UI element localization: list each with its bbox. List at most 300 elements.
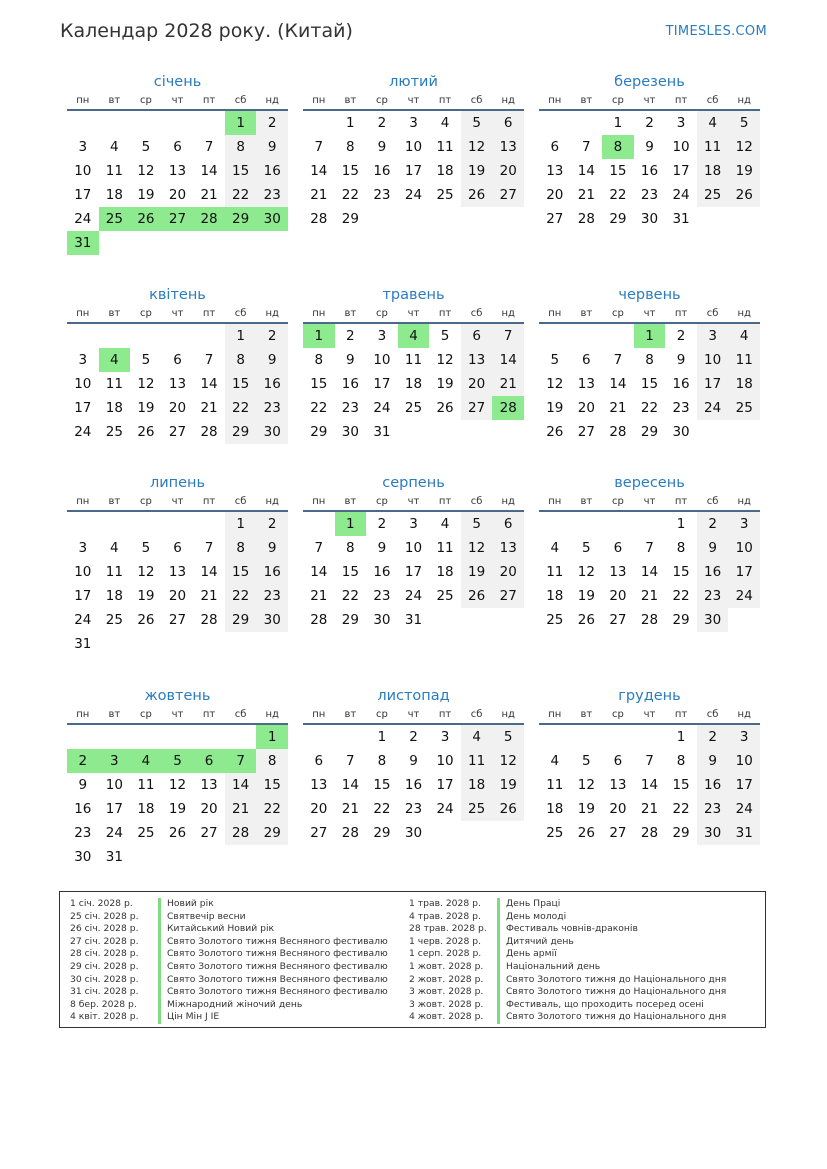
day-cell: 29 (256, 821, 288, 845)
empty-cell (99, 725, 131, 749)
weekday-header (303, 708, 524, 725)
day-cell: 12 (577, 777, 595, 793)
empty-cell (571, 725, 603, 749)
day-cell: 14 (640, 777, 659, 793)
day-cell: 31 (728, 821, 760, 845)
day-grid (539, 512, 760, 632)
day-cell: 14 (577, 163, 595, 179)
holiday-day-cell: 1 (303, 324, 335, 348)
day-cell: 13 (168, 564, 187, 580)
day-cell: 30 (256, 608, 288, 632)
day-cell: 15 (256, 773, 288, 797)
holiday-marker (497, 898, 500, 911)
day-cell: 10 (728, 749, 760, 773)
day-cell: 7 (204, 352, 214, 368)
day-cell: 7 (492, 324, 524, 348)
month-червень (539, 285, 760, 444)
day-cell: 5 (728, 111, 760, 135)
day-cell: 15 (341, 163, 359, 179)
weekday-label: чт (171, 496, 184, 507)
day-cell: 17 (728, 773, 760, 797)
holiday-date: 29 січ. 2028 р. (70, 960, 139, 972)
weekday-label: вт (108, 496, 121, 507)
weekday-label: нд (737, 95, 751, 106)
day-cell: 23 (74, 825, 92, 841)
weekday-label: пн (548, 709, 562, 720)
weekday-label: пт (438, 709, 452, 720)
day-cell: 8 (377, 753, 387, 769)
weekday-label: пт (674, 496, 688, 507)
weekday-label: чт (643, 709, 656, 720)
day-cell: 12 (492, 749, 524, 773)
weekday-label: чт (171, 95, 184, 106)
day-cell: 16 (640, 163, 659, 179)
day-cell: 7 (582, 139, 591, 155)
day-cell: 20 (310, 801, 328, 817)
day-cell: 6 (173, 139, 182, 155)
holiday-list-left (70, 898, 388, 1024)
weekday-label: ср (375, 709, 388, 720)
day-cell: 8 (225, 348, 257, 372)
weekday-header (303, 307, 524, 324)
day-cell: 6 (613, 753, 623, 769)
day-cell: 10 (436, 753, 454, 769)
day-cell: 8 (256, 749, 288, 773)
weekday-label: чт (407, 709, 420, 720)
holiday-day-cell: 4 (99, 348, 131, 372)
day-cell: 14 (640, 564, 659, 580)
holiday-marker (158, 1011, 161, 1024)
month-серпень (303, 473, 524, 632)
day-cell: 12 (137, 564, 155, 580)
day-cell: 22 (310, 400, 328, 416)
weekday-label: пн (312, 496, 326, 507)
holiday-date: 4 трав. 2028 р. (409, 910, 481, 922)
day-cell: 9 (256, 536, 288, 560)
holiday-marker (158, 923, 161, 936)
day-cell: 27 (461, 396, 493, 420)
day-cell: 9 (256, 348, 288, 372)
weekday-label: пн (312, 709, 326, 720)
holiday-name: Дитячий день (506, 935, 574, 947)
day-cell: 21 (341, 801, 359, 817)
holiday-name: День Праці (506, 898, 561, 909)
day-cell: 2 (256, 324, 288, 348)
day-cell: 22 (225, 183, 257, 207)
weekday-label: ср (139, 496, 152, 507)
weekday-header (539, 708, 760, 725)
month-грудень (539, 686, 760, 845)
holiday-name: Свято Золотого тижня до Національного дня (506, 986, 727, 998)
day-cell: 21 (310, 187, 328, 203)
day-cell: 16 (256, 159, 288, 183)
day-cell: 31 (373, 424, 391, 440)
day-cell: 13 (609, 777, 627, 793)
day-cell: 20 (577, 400, 595, 416)
day-cell: 14 (225, 773, 257, 797)
day-cell: 9 (256, 135, 288, 159)
holiday-marker (158, 961, 161, 974)
weekday-header (67, 307, 288, 324)
day-cell: 26 (137, 612, 155, 628)
weekday-label: пт (202, 709, 216, 720)
day-cell: 18 (436, 163, 454, 179)
holiday-marker (497, 961, 500, 974)
holiday-date: 28 січ. 2028 р. (70, 948, 139, 960)
day-cell: 1 (346, 115, 355, 131)
day-cell: 3 (377, 328, 387, 344)
day-cell: 5 (440, 328, 450, 344)
weekday-label: чт (643, 308, 656, 319)
day-cell: 19 (577, 801, 595, 817)
day-cell: 14 (609, 376, 627, 392)
day-cell: 20 (609, 801, 627, 817)
day-cell: 15 (672, 564, 690, 580)
holiday-row (70, 974, 388, 987)
day-cell: 19 (461, 159, 493, 183)
site-link[interactable]: TIMESLES.COM (665, 24, 767, 39)
holiday-marker (497, 923, 500, 936)
day-cell: 25 (461, 797, 493, 821)
weekday-label: вт (580, 95, 593, 106)
day-cell: 10 (74, 376, 92, 392)
day-cell: 30 (672, 424, 690, 440)
weekday-header (539, 94, 760, 111)
day-cell: 29 (672, 825, 690, 841)
day-cell: 23 (697, 797, 729, 821)
weekday-label: нд (265, 308, 279, 319)
month-name: квітень (149, 287, 206, 303)
day-cell: 9 (377, 139, 387, 155)
weekday-label: ср (375, 308, 388, 319)
day-cell: 15 (225, 159, 257, 183)
day-cell: 31 (74, 636, 92, 652)
day-grid (67, 324, 288, 444)
holiday-date: 31 січ. 2028 р. (70, 986, 139, 998)
day-cell: 21 (640, 801, 659, 817)
day-cell: 7 (204, 139, 214, 155)
day-cell: 26 (577, 825, 595, 841)
day-cell: 10 (697, 348, 729, 372)
weekday-label: пн (76, 709, 90, 720)
day-cell: 13 (461, 348, 493, 372)
day-cell: 19 (546, 400, 564, 416)
day-cell: 28 (200, 424, 218, 440)
day-cell: 27 (168, 424, 187, 440)
weekday-label: сб (470, 308, 483, 319)
day-cell: 6 (492, 512, 524, 536)
weekday-label: пт (674, 709, 688, 720)
day-cell: 18 (546, 801, 564, 817)
day-cell: 9 (346, 352, 355, 368)
day-cell: 6 (461, 324, 493, 348)
day-cell: 12 (137, 376, 155, 392)
holiday-marker (158, 911, 161, 924)
empty-cell (99, 111, 131, 135)
holiday-marker (497, 986, 500, 999)
day-grid (303, 725, 524, 845)
day-cell: 29 (341, 612, 359, 628)
day-cell: 16 (697, 560, 729, 584)
day-cell: 30 (697, 608, 729, 632)
day-cell: 3 (409, 516, 418, 532)
day-cell: 23 (256, 396, 288, 420)
day-cell: 4 (697, 111, 729, 135)
weekday-label: нд (501, 95, 515, 106)
day-cell: 22 (609, 187, 627, 203)
day-cell: 17 (105, 801, 123, 817)
day-cell: 3 (78, 352, 88, 368)
day-cell: 7 (613, 352, 623, 368)
month-лютий (303, 72, 524, 231)
day-cell: 30 (256, 420, 288, 444)
day-cell: 12 (168, 777, 187, 793)
day-cell: 11 (546, 777, 564, 793)
weekday-label: нд (265, 95, 279, 106)
month-квітень (67, 285, 288, 444)
day-cell: 31 (672, 211, 690, 227)
day-cell: 10 (672, 139, 690, 155)
day-cell: 25 (546, 825, 564, 841)
day-cell: 26 (546, 424, 564, 440)
weekday-label: ср (139, 95, 152, 106)
holiday-day-cell: 2 (67, 749, 99, 773)
day-cell: 11 (105, 376, 123, 392)
day-cell: 4 (550, 753, 560, 769)
day-cell: 26 (577, 612, 595, 628)
weekday-label: сб (470, 496, 483, 507)
weekday-label: ср (139, 308, 152, 319)
day-cell: 30 (697, 821, 729, 845)
day-cell: 3 (728, 725, 760, 749)
weekday-label: сб (706, 308, 719, 319)
weekday-label: сб (706, 95, 719, 106)
day-cell: 17 (436, 777, 454, 793)
month-name: березень (614, 74, 685, 90)
month-липень (67, 473, 288, 656)
holiday-marker (158, 986, 161, 999)
empty-cell (130, 324, 162, 348)
day-cell: 9 (676, 352, 686, 368)
empty-cell (67, 512, 99, 536)
day-cell: 1 (225, 512, 257, 536)
day-cell: 17 (74, 187, 92, 203)
holiday-marker (158, 948, 161, 961)
weekday-label: нд (501, 496, 515, 507)
day-cell: 29 (341, 211, 359, 227)
day-cell: 10 (74, 564, 92, 580)
day-cell: 25 (728, 396, 760, 420)
weekday-label: пн (548, 308, 562, 319)
day-cell: 13 (200, 777, 218, 793)
weekday-label: вт (344, 496, 357, 507)
day-cell: 5 (461, 512, 493, 536)
day-cell: 3 (78, 139, 88, 155)
empty-cell (335, 725, 367, 749)
day-cell: 11 (697, 135, 729, 159)
day-cell: 23 (640, 187, 659, 203)
day-cell: 12 (461, 536, 493, 560)
day-cell: 25 (697, 183, 729, 207)
day-cell: 14 (310, 163, 328, 179)
day-cell: 12 (461, 135, 493, 159)
day-cell: 22 (672, 588, 690, 604)
weekday-label: ср (611, 709, 624, 720)
day-cell: 17 (404, 564, 423, 580)
weekday-label: чт (407, 496, 420, 507)
holiday-date: 1 серп. 2028 р. (409, 948, 482, 960)
day-cell: 12 (728, 135, 760, 159)
day-cell: 25 (105, 612, 123, 628)
day-grid (303, 111, 524, 231)
day-cell: 30 (74, 849, 92, 865)
day-grid (67, 111, 288, 255)
month-name: лютий (389, 74, 438, 90)
day-cell: 13 (492, 536, 524, 560)
holiday-name: Свято Золотого тижня Весняного фестивалю (167, 960, 388, 972)
empty-cell (193, 725, 225, 749)
empty-cell (539, 512, 571, 536)
empty-cell (634, 725, 666, 749)
day-cell: 11 (137, 777, 155, 793)
weekday-label: чт (407, 95, 420, 106)
empty-cell (193, 512, 225, 536)
weekday-label: вт (108, 308, 121, 319)
day-cell: 16 (404, 777, 423, 793)
day-cell: 13 (546, 163, 564, 179)
day-cell: 14 (200, 163, 218, 179)
day-cell: 29 (640, 424, 659, 440)
day-cell: 21 (225, 797, 257, 821)
holiday-row (409, 999, 726, 1012)
day-cell: 25 (436, 588, 454, 604)
day-cell: 26 (461, 183, 493, 207)
day-cell: 19 (492, 773, 524, 797)
day-cell: 10 (404, 139, 423, 155)
day-cell: 18 (404, 376, 423, 392)
day-cell: 27 (609, 612, 627, 628)
holiday-day-cell: 6 (193, 749, 225, 773)
day-cell: 1 (225, 324, 257, 348)
holiday-marker (158, 936, 161, 949)
empty-cell (162, 111, 194, 135)
holiday-name: Свято Золотого тижня до Національного дня (506, 1011, 727, 1023)
day-cell: 6 (582, 352, 591, 368)
weekday-header (67, 94, 288, 111)
day-cell: 18 (697, 159, 729, 183)
day-cell: 24 (728, 797, 760, 821)
day-cell: 16 (256, 372, 288, 396)
month-name: жовтень (144, 688, 211, 704)
empty-cell (539, 111, 571, 135)
day-cell: 2 (346, 328, 355, 344)
holiday-date: 3 жовт. 2028 р. (409, 998, 484, 1010)
day-cell: 25 (546, 612, 564, 628)
weekday-label: пн (76, 95, 90, 106)
holiday-row (70, 961, 388, 974)
holiday-row (409, 948, 726, 961)
day-cell: 21 (200, 187, 218, 203)
holiday-marker (497, 974, 500, 987)
day-cell: 14 (341, 777, 359, 793)
empty-cell (67, 111, 99, 135)
weekday-label: пн (312, 95, 326, 106)
day-cell: 25 (137, 825, 155, 841)
day-cell: 22 (225, 584, 257, 608)
weekday-label: сб (234, 709, 247, 720)
day-cell: 24 (728, 584, 760, 608)
weekday-label: пт (202, 95, 216, 106)
day-grid (67, 512, 288, 656)
holiday-marker (158, 898, 161, 911)
holiday-marker (497, 999, 500, 1012)
day-cell: 19 (137, 187, 155, 203)
day-cell: 8 (676, 753, 686, 769)
day-cell: 20 (168, 187, 187, 203)
day-cell: 7 (346, 753, 355, 769)
month-травень (303, 285, 524, 444)
day-cell: 19 (168, 801, 187, 817)
day-cell: 6 (173, 540, 182, 556)
holiday-marker (158, 974, 161, 987)
empty-cell (571, 111, 603, 135)
holiday-row (70, 923, 388, 936)
weekday-label: нд (737, 308, 751, 319)
holiday-date: 1 жовт. 2028 р. (409, 960, 484, 972)
day-cell: 29 (609, 211, 627, 227)
holiday-date: 2 жовт. 2028 р. (409, 973, 484, 985)
day-cell: 27 (609, 825, 627, 841)
holiday-date: 1 трав. 2028 р. (409, 898, 481, 909)
weekday-label: пн (548, 496, 562, 507)
holiday-date: 27 січ. 2028 р. (70, 935, 139, 947)
weekday-label: ср (611, 496, 624, 507)
day-cell: 31 (105, 849, 123, 865)
holiday-row (70, 898, 388, 911)
holiday-name: Фестиваль човнів-драконів (506, 923, 638, 935)
day-grid (303, 324, 524, 444)
day-cell: 21 (492, 372, 524, 396)
day-cell: 23 (672, 400, 690, 416)
day-cell: 7 (314, 540, 324, 556)
day-cell: 3 (697, 324, 729, 348)
day-cell: 27 (546, 211, 564, 227)
day-cell: 13 (609, 564, 627, 580)
day-cell: 19 (728, 159, 760, 183)
day-cell: 15 (310, 376, 328, 392)
holiday-name: Свято Золотого тижня Весняного фестивалю (167, 935, 388, 947)
month-вересень (539, 473, 760, 632)
holiday-row (409, 923, 726, 936)
holiday-marker (497, 911, 500, 924)
day-cell: 4 (461, 725, 493, 749)
day-cell: 17 (373, 376, 391, 392)
holiday-name: Святвечір весни (167, 910, 246, 922)
day-cell: 2 (645, 115, 654, 131)
weekday-label: ср (611, 308, 624, 319)
holiday-day-cell: 28 (193, 207, 225, 231)
day-cell: 9 (377, 540, 387, 556)
day-cell: 21 (310, 588, 328, 604)
day-cell: 7 (314, 139, 324, 155)
empty-cell (193, 324, 225, 348)
holiday-row (409, 1011, 726, 1024)
day-cell: 14 (200, 564, 218, 580)
day-cell: 24 (105, 825, 123, 841)
month-листопад (303, 686, 524, 845)
holiday-row (409, 936, 726, 949)
empty-cell (67, 725, 99, 749)
